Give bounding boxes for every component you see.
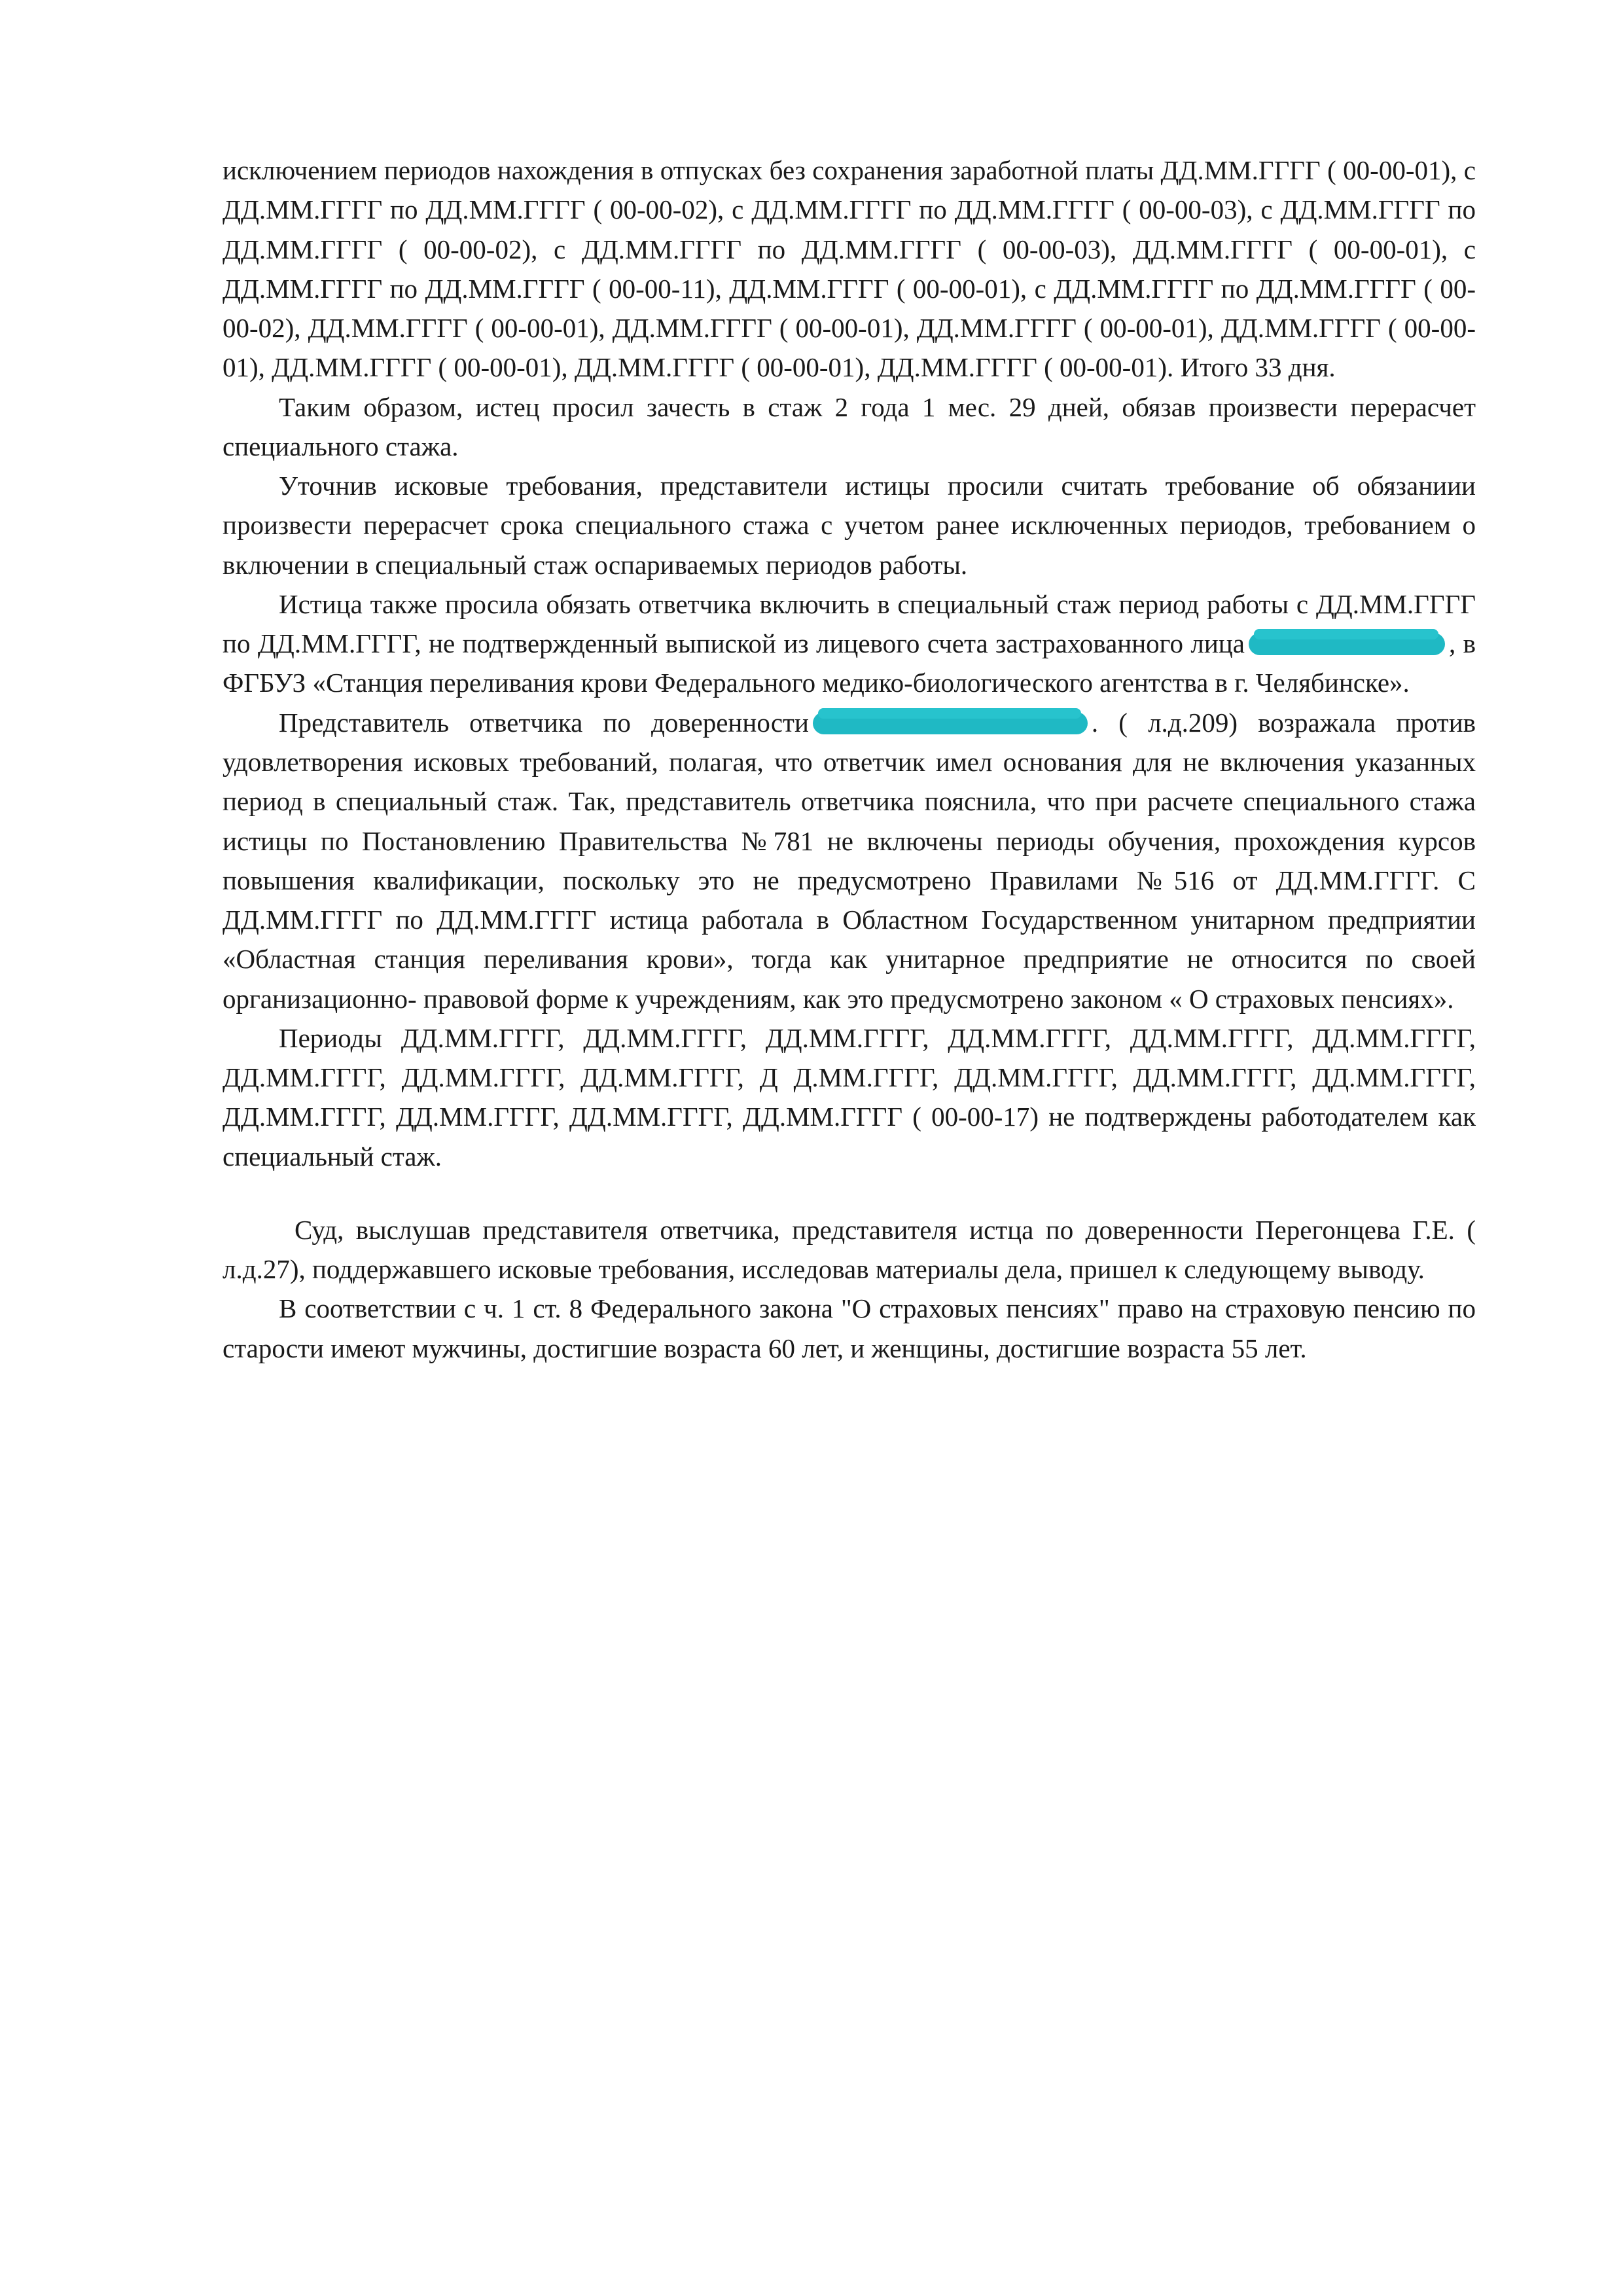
paragraph-law-reference: В соответствии с ч. 1 ст. 8 Федерального закона "О страховых пенсиях" право на страховую пенсию по старости имеют мужчины, достигшие возраста 60 лет, и женщины, достигшие возраста 55 лет. <box>223 1293 1476 1363</box>
paragraph-defendant-representative <box>223 703 1476 1018</box>
redaction-mark-name-1 <box>1249 633 1445 655</box>
paragraph-claim-summary: Таким образом, истец просил зачесть в стаж 2 года 1 мес. 29 дней, обязав произвести перерасчет специального стажа. <box>223 391 1476 461</box>
paragraph-plaintiff-request <box>223 584 1476 703</box>
paragraph-spacer <box>223 1176 1476 1210</box>
text-before-redaction-2: Представитель ответчика по доверенности <box>279 707 809 738</box>
paragraph-unconfirmed-periods: Периоды ДД.ММ.ГГГГ, ДД.ММ.ГГГГ, ДД.ММ.ГГГГ, ДД.ММ.ГГГГ, ДД.ММ.ГГГГ, ДД.ММ.ГГГГ, ДД.ММ.ГГГГ, ДД.ММ.ГГГГ, ДД.ММ.ГГГГ, Д Д.ММ.ГГГГ, ДД.ММ.ГГГГ, ДД.ММ.ГГГГ, ДД.ММ.ГГГГ, ДД.ММ.ГГГГ, ДД.ММ.ГГГГ, ДД.ММ.ГГГГ, ДД.ММ.ГГГГ ( 00-00-17) не подтверждены работодателем как специальный стаж. <box>223 1022 1476 1172</box>
paragraph-clarified-claims: Уточнив исковые требования, представители истицы просили считать требование об обязаниии произвести перерасчет срока специального стажа с учетом ранее исключенных периодов, требованием о включении в специальный стаж оспариваемых периодов работы. <box>223 471 1476 580</box>
text-before-redaction-1: Истица также просила обязать ответчика включить в специальный стаж период работы с ДД.ММ.ГГГГ по ДД.ММ.ГГГГ, не подтвержденный выпиской из лицевого счета застрахованного лица <box>223 588 1476 659</box>
text-after-redaction-1: , в ФГБУЗ «Станция переливания крови Федерального медико-биологического агентства в г. Челябинске». <box>223 628 1476 698</box>
text-after-redaction-2: . ( л.д.209) возражала против удовлетворения исковых требований, полагая, что ответчик имел основания для не включения указанных период в специальный стаж. Так, представитель ответчика пояснила, что при расчете специального стажа истицы по Постановлению Правительства №781 не включены периоды обучения, прохождения курсов повышения квалификации, поскольку это не предусмотрено Правилами №516 от ДД.ММ.ГГГГ. С ДД.ММ.ГГГГ по ДД.ММ.ГГГГ истица работала в Областном Государственном унитарном предприятии «Областная станция переливания крови», тогда как унитарное предприятие не относится по своей организационно- правовой форме к учреждениям, как это предусмотрено законом « О страховых пенсиях». <box>223 707 1476 1014</box>
redaction-mark-name-2 <box>813 712 1088 734</box>
paragraph-periods-unpaid-leave: исключением периодов нахождения в отпусках без сохранения заработной платы ДД.ММ.ГГГГ ( 00-00-01), с ДД.ММ.ГГГГ по ДД.ММ.ГГГГ ( 00-00-02), с ДД.ММ.ГГГГ по ДД.ММ.ГГГГ ( 00-00-03), с ДД.ММ.ГГГГ по ДД.ММ.ГГГГ ( 00-00-02), с ДД.ММ.ГГГГ по ДД.ММ.ГГГГ ( 00-00-03), ДД.ММ.ГГГГ ( 00-00-01), с ДД.ММ.ГГГГ по ДД.ММ.ГГГГ ( 00-00-11), ДД.ММ.ГГГГ ( 00-00-01), с ДД.ММ.ГГГГ по ДД.ММ.ГГГГ ( 00-00-02), ДД.ММ.ГГГГ ( 00-00-01), ДД.ММ.ГГГГ ( 00-00-01), ДД.ММ.ГГГГ ( 00-00-01), ДД.ММ.ГГГГ ( 00-00-01), ДД.ММ.ГГГГ ( 00-00-01), ДД.ММ.ГГГГ ( 00-00-01), ДД.ММ.ГГГГ ( 00-00-01). Итого 33 дня. <box>223 155 1476 383</box>
document-body <box>223 151 1476 1368</box>
paragraph-court-conclusion: Суд, выслушав представителя ответчика, представителя истца по доверенности Перегонцева Г.Е. ( л.д.27), поддержавшего исковые требования, исследовав материалы дела, пришел к следующему выводу. <box>223 1214 1476 1285</box>
